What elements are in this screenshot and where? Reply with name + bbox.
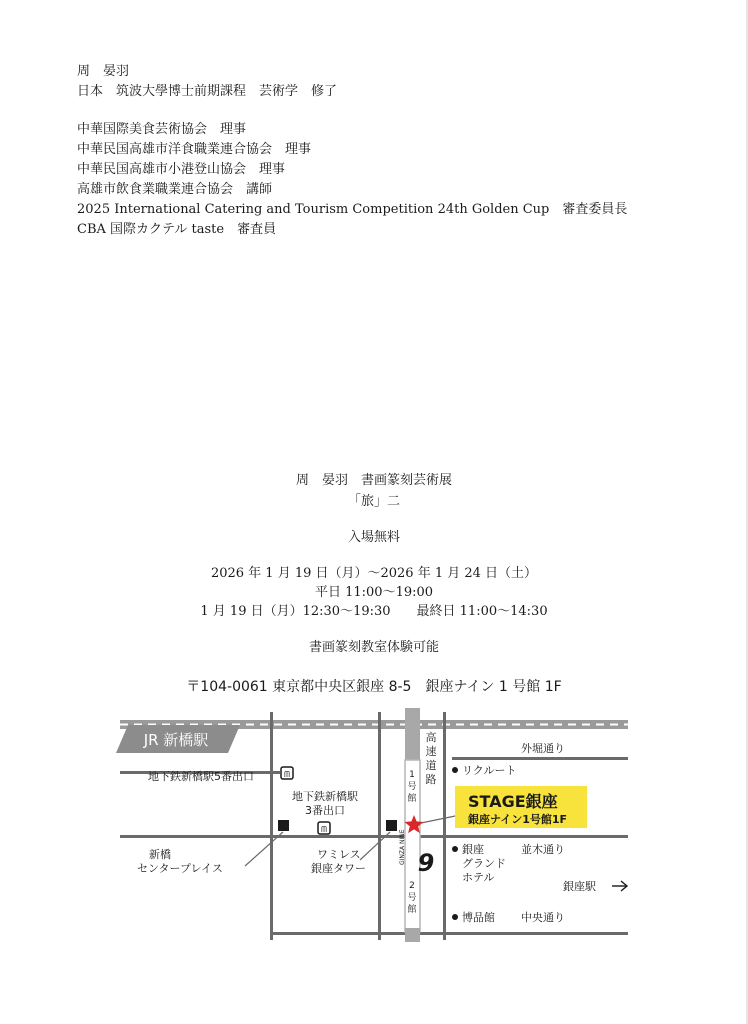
role-item: CBA 国際カクテル taste 審査員	[77, 222, 277, 237]
venue-location: 銀座ナイン1号館1F	[468, 813, 568, 826]
subway-exit3-label: 地下鉄新橋駅	[292, 790, 358, 803]
namiki-street-label: 並木通り	[521, 843, 565, 856]
role-item: 中華国際美食芸術協会 理事	[77, 122, 247, 137]
highway-label	[426, 730, 437, 786]
admission: 入場無料	[347, 530, 400, 545]
arrow-right-icon	[612, 881, 627, 891]
venue-address: 〒104-0061 東京都中央区銀座 8-5 銀座ナイン 1 号館 1F	[186, 679, 562, 695]
education: 日本 筑波大學博士前期課程 芸術学 修了	[77, 84, 338, 99]
svg-text:速: 速	[425, 745, 437, 758]
event-subtitle: 「旅」二	[347, 494, 400, 509]
recruit-label: リクルート	[462, 764, 517, 777]
wamiless-tower-label	[311, 848, 366, 875]
svg-text:ᗰ: ᗰ	[284, 770, 290, 779]
shimbashi-center-place-label	[137, 847, 223, 875]
svg-text:新橋: 新橋	[149, 848, 171, 861]
jr-station-label	[116, 725, 240, 753]
biography	[77, 62, 627, 240]
special-hours: 1 月 19 日（月）12:30〜19:30 最終日 11:00〜14:30	[200, 604, 548, 619]
event-title: 周 晏羽 書画篆刻芸術展	[295, 473, 452, 488]
svg-text:2: 2	[409, 881, 415, 891]
metro-icon	[281, 767, 293, 779]
svg-text:グランド: グランド	[462, 857, 506, 870]
svg-text:館: 館	[407, 794, 417, 804]
building-marker	[278, 820, 289, 831]
road-segment	[452, 757, 628, 760]
artist-name: 周 晏羽	[77, 64, 130, 79]
svg-text:銀座タワー: 銀座タワー	[311, 862, 366, 875]
role-item: 高雄市飲食業職業連合協会 講師	[77, 182, 273, 197]
role-item: 2025 International Catering and Tourism Competition 24th Golden Cup 審査委員長	[77, 202, 628, 217]
ginza-grand-hotel-label	[462, 842, 506, 884]
workshop-note: 書画篆刻教室体験可能	[308, 640, 439, 655]
ginza-station-label: 銀座駅	[563, 880, 596, 893]
jr-station-text: JR 新橋駅	[143, 731, 209, 749]
venue-name: STAGE銀座	[468, 792, 558, 811]
chuo-street-label: 中央通り	[521, 911, 565, 924]
weekday-hours: 平日 11:00〜19:00	[314, 585, 434, 600]
role-item: 中華民国高雄市洋食職業連合協会 理事	[77, 142, 312, 157]
subway-exit5-label: 地下鉄新橋駅5番出口	[148, 770, 254, 783]
road-segment	[443, 712, 446, 940]
svg-text:道: 道	[425, 759, 437, 772]
access-map	[0, 700, 748, 950]
svg-text:センタープレイス: センタープレイス	[137, 862, 223, 875]
svg-text:ワミレス: ワミレス	[317, 848, 361, 861]
svg-text:1: 1	[409, 770, 415, 780]
hakuhinkan-label: 博品館	[462, 911, 495, 924]
building-marker	[386, 820, 397, 831]
svg-text:路: 路	[425, 773, 437, 786]
event-period: 2026 年 1 月 19 日（月）〜2026 年 1 月 24 日（土）	[210, 566, 538, 581]
bullet-dot	[452, 767, 458, 773]
svg-text:高: 高	[425, 731, 437, 744]
bullet-dot	[452, 914, 458, 920]
venue-callout	[455, 786, 587, 828]
ginza-nine-logo-text: GINZA NINE	[399, 829, 406, 865]
svg-text:館: 館	[407, 905, 417, 915]
svg-text:ᗰ: ᗰ	[321, 825, 327, 834]
role-item: 中華民国高雄市小港登山協会 理事	[77, 162, 286, 177]
road-segment	[270, 712, 273, 940]
road-segment	[120, 835, 628, 838]
svg-text:銀座: 銀座	[462, 843, 484, 856]
bullet-dot	[452, 846, 458, 852]
svg-text:号: 号	[407, 782, 417, 792]
road-segment	[270, 932, 628, 935]
metro-icon	[318, 822, 330, 834]
svg-text:号: 号	[407, 893, 417, 903]
road-segment	[378, 712, 381, 940]
gaibori-street-label: 外堀通り	[521, 742, 565, 755]
ginza-nine-logo: 9	[417, 849, 435, 877]
subway-exit3-label: 3番出口	[305, 804, 345, 817]
svg-text:ホテル: ホテル	[462, 871, 495, 884]
